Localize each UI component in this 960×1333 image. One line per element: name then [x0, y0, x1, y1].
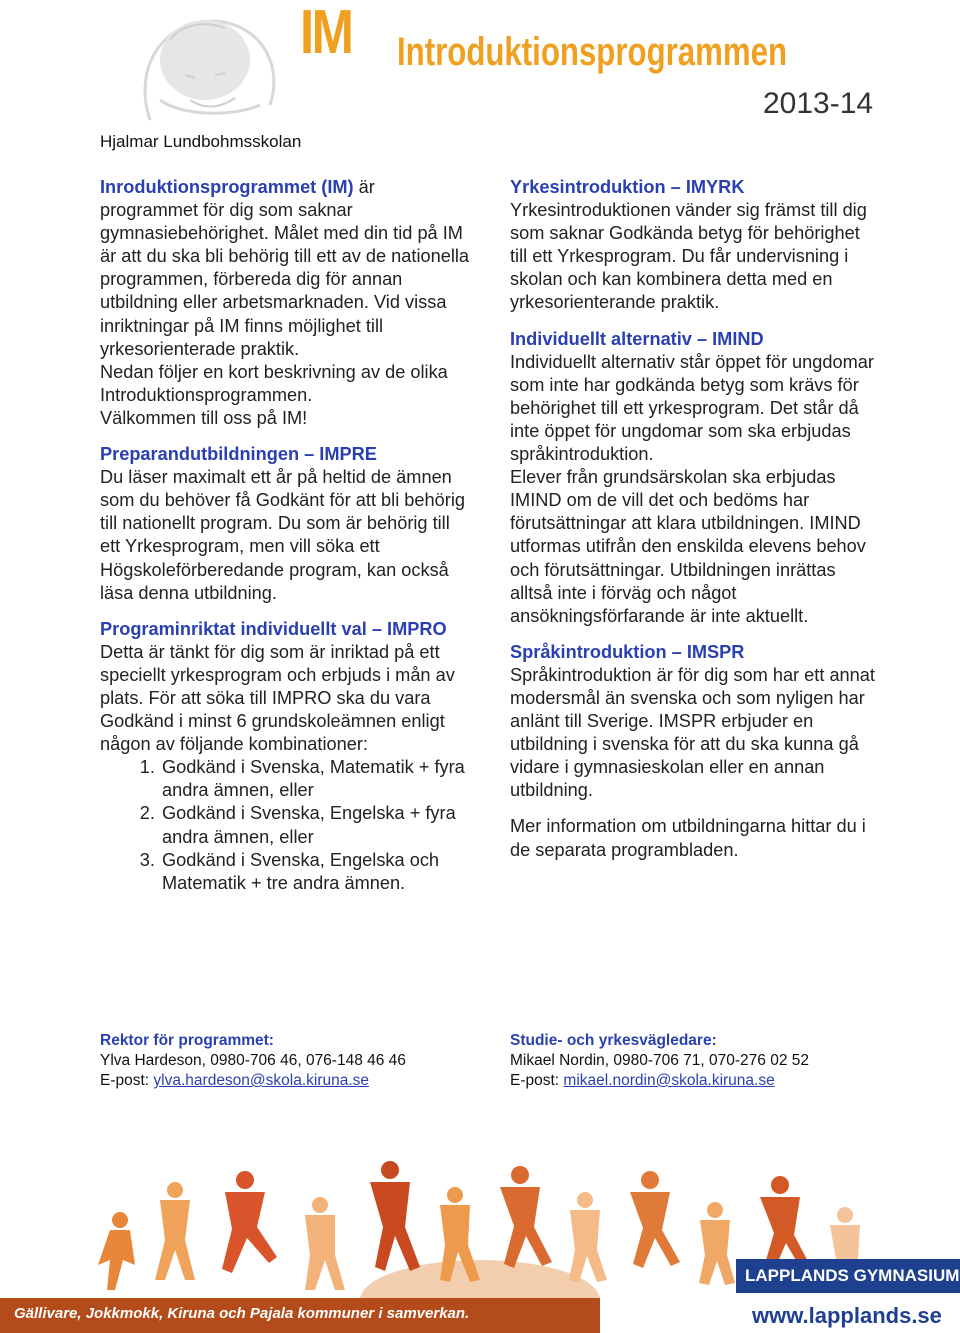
principal-email-link[interactable]: ylva.hardeson@skola.kiruna.se	[153, 1072, 370, 1089]
imspr-heading: Språkintroduktion – IMSPR	[510, 641, 745, 662]
impro-text: Detta är tänkt för dig som är inriktad på ett speciellt yrkesprogram och erbjuds i mån av plats. För att söka till IMPRO ska du vara Godkänd i minst 6 grundskoleämnen enligt någon av följande kombinationer:	[100, 641, 455, 755]
impro-combinations-list	[100, 756, 470, 895]
principal-name: Ylva Hardeson, 0980-706 46, 076-148 46 46	[100, 1052, 406, 1069]
school-year: 2013-14	[763, 87, 874, 120]
title-main: Introduktionsprogrammen	[397, 30, 788, 74]
principal-contact	[100, 1031, 406, 1091]
imind-heading: Individuellt alternativ – IMIND	[510, 328, 764, 349]
counselor-email-line	[510, 1071, 809, 1091]
title-abbreviation: IM	[300, 0, 352, 67]
principal-email-line	[100, 1071, 406, 1091]
principal-heading: Rektor för programmet:	[100, 1032, 274, 1049]
intro-text: är programmet för dig som saknar gymnasiebehörighet. Målet med din tid på IM är att du ska bli behörig till ett av de nationella programmen, förbereda dig för annan utbildning eller arbetsmarknaden. Vid vissa inriktningar på IM finns möjlighet till yrkesorienterade praktik.	[100, 177, 470, 359]
portrait-illustration	[110, 0, 300, 130]
email-label: E-post:	[100, 1072, 154, 1089]
counselor-heading: Studie- och yrkesvägledare:	[510, 1032, 717, 1049]
brand-logo-text: LAPPLANDS GYMNASIUM	[745, 1266, 960, 1285]
impre-heading: Preparandutbildningen – IMPRE	[100, 444, 377, 465]
intro-paragraph	[100, 176, 470, 361]
imyrk-heading: Yrkesintroduktion – IMYRK	[510, 177, 745, 197]
intro-text-2: Nedan följer en kort beskrivning av de olika Introduktionsprogrammen.	[100, 361, 448, 405]
email-label: E-post:	[510, 1072, 564, 1089]
counselor-email-link[interactable]: mikael.nordin@skola.kiruna.se	[563, 1072, 775, 1089]
counselor-name: Mikael Nordin, 0980-706 71, 070-276 02 52	[510, 1052, 810, 1069]
list-item: 2. Godkänd i Svenska, Engelska + fyra andra ämnen, eller	[160, 802, 470, 848]
list-item: 3. Godkänd i Svenska, Engelska och Matematik + tre andra ämnen.	[160, 849, 470, 895]
imyrk-text: Yrkesintroduktionen vänder sig främst till dig som saknar Godkända betyg för behörighet till ett Yrkesprogram. Du får undervisning i skolan och kan kombinera detta med en yrkesorienterande praktik.	[510, 200, 867, 313]
intro-bold: Inroduktionsprogrammet (IM)	[100, 177, 354, 197]
imspr-text: Språkintroduktion är för dig som har ett annat modersmål än svenska och som nyligen har anlänt till Sverige. IMSPR erbjuder en utbildning i svenska för att du ska kunna gå vidare i gymnasieskolan eller en annan utbildning.	[510, 664, 875, 801]
list-item: 1. Godkänd i Svenska, Matematik + fyra andra ämnen, eller	[160, 756, 470, 802]
tagline-text: Gällivare, Jokkmokk, Kiruna och Pajala kommuner i samverkan.	[14, 1305, 470, 1322]
website-link[interactable]: www.lapplands.se	[752, 1303, 942, 1328]
welcome-line: Välkommen till oss på IM!	[100, 407, 308, 428]
right-column	[510, 176, 880, 862]
imind-text-2: Elever från grundsärskolan ska erbjudas IMIND om de vill det och bedöms har förutsättningar att klara utbildningen. IMIND utformas utifrån den enskilda elevens behov och förutsättningar. Utbildningen inrättas alltså inte i förväg och något ansökningsförfarande är inte aktuellt.	[510, 467, 866, 626]
imind-text: Individuellt alternativ står öppet för ungdomar som inte har godkända betyg som krävs för behörighet till ett yrkesprogram. Det står då inte öppet för ungdomar som ska erbjudas språkintroduktion.	[510, 351, 874, 465]
impre-text: Du läser maximalt ett år på heltid de ämnen som du behöver få Godkänt för att bli behörig till nationellt program. Du som är behörig till ett Yrkesprogram, men vill söka ett Högskoleförberedande program, kan också läsa denna utbildning.	[100, 467, 465, 603]
more-info-text: Mer information om utbildningarna hittar du i de separata programbladen.	[510, 816, 866, 860]
counselor-contact	[510, 1031, 809, 1091]
impro-heading: Programinriktat individuellt val – IMPRO	[100, 618, 447, 639]
school-name: Hjalmar Lundbohmsskolan	[100, 132, 302, 151]
left-column	[100, 176, 470, 895]
